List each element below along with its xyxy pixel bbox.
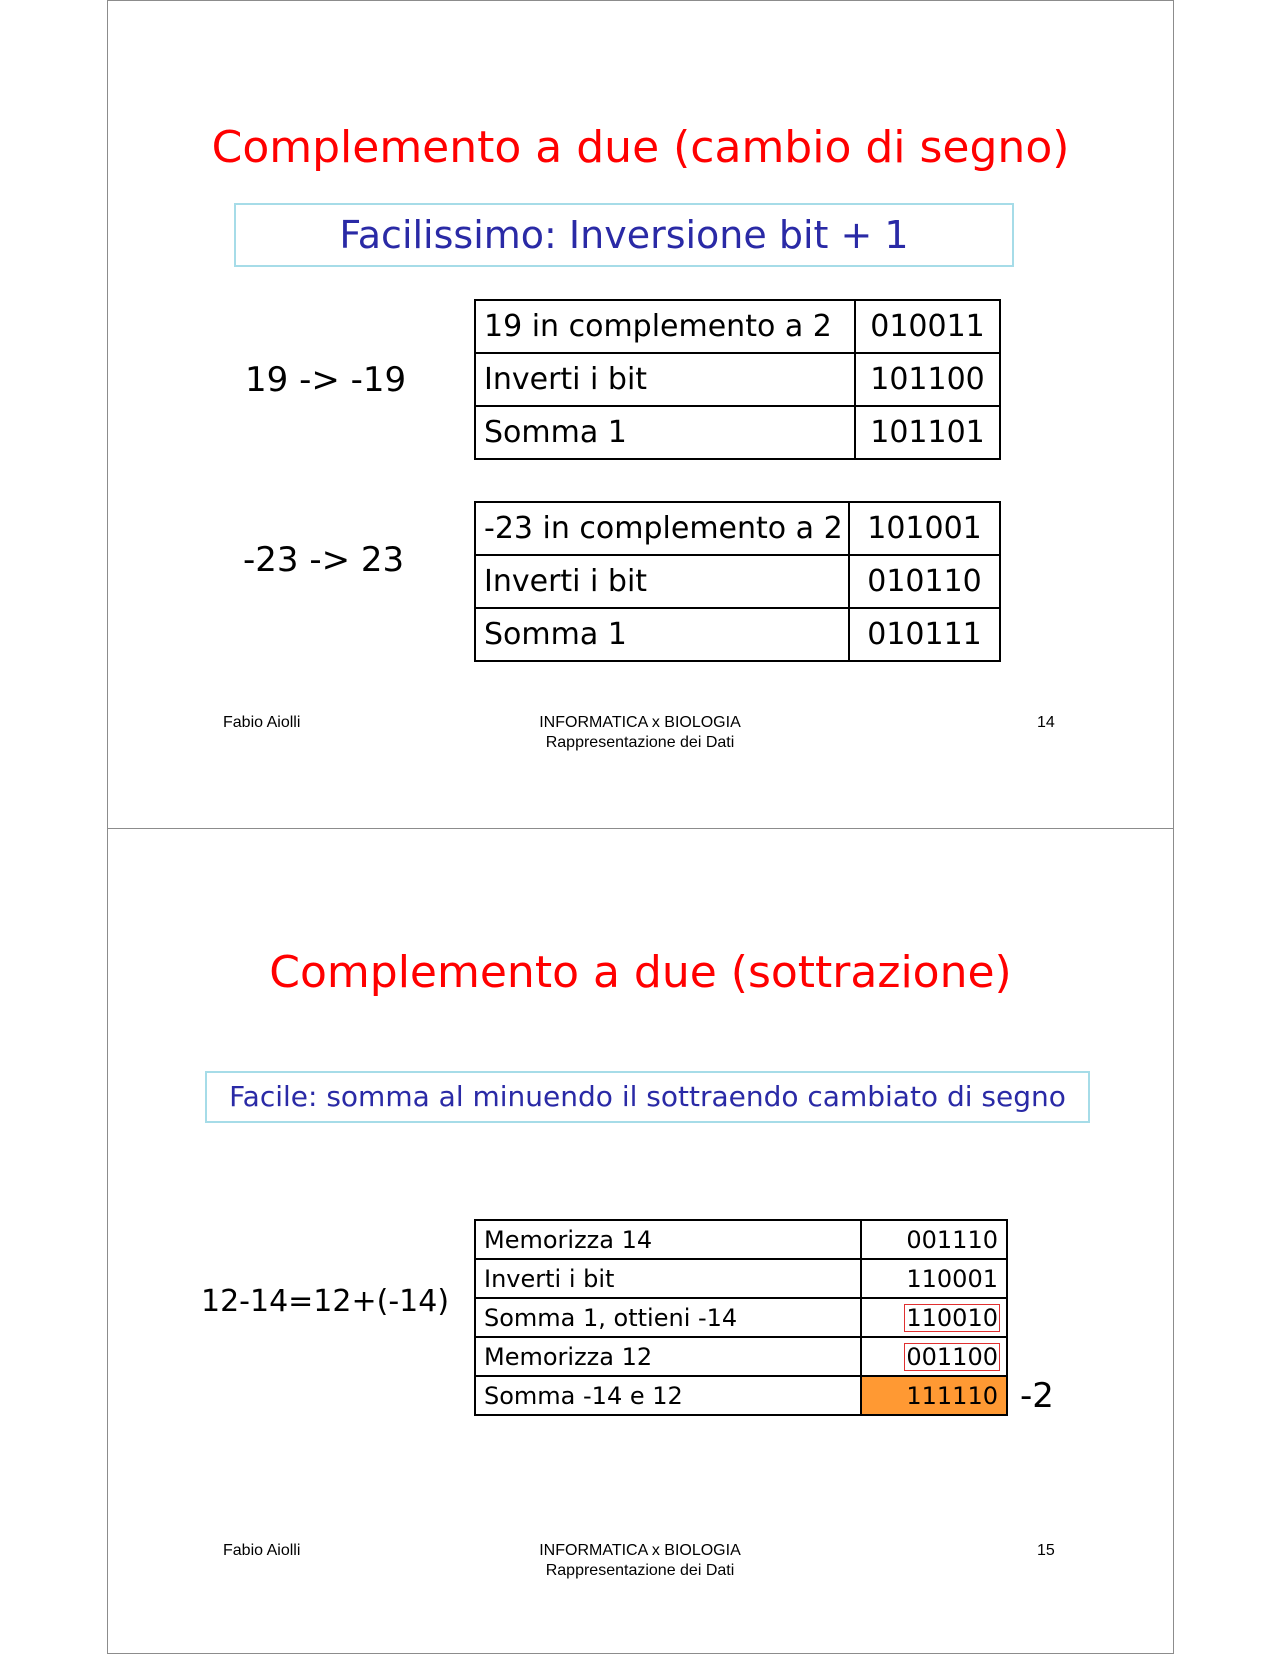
step-cell: Somma 1, ottieni -14 [475, 1298, 861, 1337]
conversion-table [474, 299, 1001, 460]
example-label: 19 -> -19 [245, 360, 407, 400]
slide-title: Complemento a due (cambio di segno) [211, 122, 1070, 173]
table-row [475, 502, 1000, 555]
footer-course [490, 1541, 790, 1581]
subtraction-table [474, 1219, 1008, 1416]
highlighted-value: 110010 [906, 1303, 998, 1332]
subtitle-box: Facile: somma al minuendo il sottraendo cambiato di segno [205, 1071, 1090, 1123]
footer-course-line2: Rappresentazione dei Dati [545, 1562, 735, 1579]
table-row [475, 1376, 1007, 1415]
value-cell [861, 1337, 1007, 1376]
step-cell: Memorizza 14 [475, 1220, 861, 1259]
value-cell: 010111 [849, 608, 1000, 661]
subtitle-box: Facilissimo: Inversione bit + 1 [234, 203, 1014, 267]
footer-course-line2: Rappresentazione dei Dati [545, 734, 735, 751]
value-text: 001110 [906, 1225, 998, 1254]
slide-14 [107, 0, 1174, 827]
step-cell: Inverti i bit [475, 1259, 861, 1298]
step-cell: -23 in complemento a 2 [475, 502, 849, 555]
value-text: 110001 [906, 1264, 998, 1293]
table-row [475, 300, 1000, 353]
slide-15 [107, 828, 1174, 1655]
result-value-cell: 111110 [861, 1376, 1007, 1415]
footer-course-line1: INFORMATICA x BIOLOGIA [539, 1542, 741, 1559]
table-row [475, 406, 1000, 459]
value-cell: 101001 [849, 502, 1000, 555]
highlighted-value: 001100 [906, 1342, 998, 1371]
table-row [475, 1259, 1007, 1298]
step-cell: Somma 1 [475, 608, 849, 661]
table-row [475, 608, 1000, 661]
step-cell: Somma 1 [475, 406, 855, 459]
table-row [475, 1220, 1007, 1259]
page-number: 14 [1037, 714, 1055, 731]
step-cell: 19 in complemento a 2 [475, 300, 855, 353]
table-row [475, 555, 1000, 608]
table-row [475, 353, 1000, 406]
slide-title: Complemento a due (sottrazione) [269, 947, 1012, 998]
step-cell: Inverti i bit [475, 353, 855, 406]
table-row [475, 1298, 1007, 1337]
value-cell: 010011 [855, 300, 1000, 353]
step-cell: Memorizza 12 [475, 1337, 861, 1376]
table-row [475, 1337, 1007, 1376]
step-cell: Inverti i bit [475, 555, 849, 608]
conversion-table [474, 501, 1001, 662]
footer-course-line1: INFORMATICA x BIOLOGIA [539, 714, 741, 731]
value-cell [861, 1220, 1007, 1259]
value-cell [861, 1298, 1007, 1337]
footer-author: Fabio Aiolli [223, 714, 301, 731]
value-cell [861, 1259, 1007, 1298]
result-label: -2 [1020, 1376, 1054, 1416]
example-label: 12-14=12+(-14) [201, 1284, 450, 1319]
footer-course [490, 713, 790, 753]
value-cell: 101100 [855, 353, 1000, 406]
example-label: -23 -> 23 [243, 540, 405, 580]
value-cell: 101101 [855, 406, 1000, 459]
step-cell: Somma -14 e 12 [475, 1376, 861, 1415]
page-number: 15 [1037, 1542, 1055, 1559]
value-cell: 010110 [849, 555, 1000, 608]
footer-author: Fabio Aiolli [223, 1542, 301, 1559]
